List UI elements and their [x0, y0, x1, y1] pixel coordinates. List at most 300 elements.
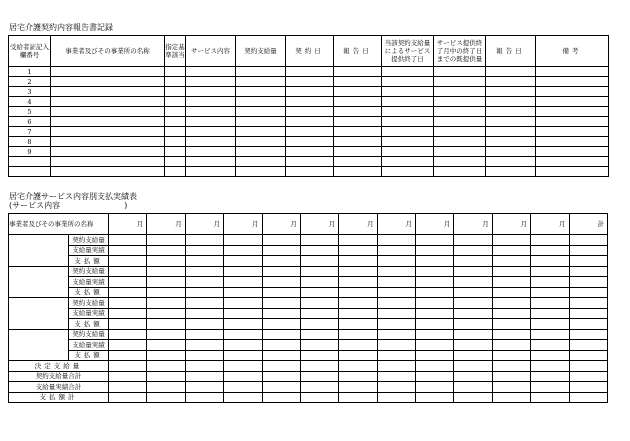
table1-cell [236, 107, 286, 117]
table1-cell [286, 157, 334, 167]
amount-cell [224, 235, 262, 246]
amount-cell [339, 319, 377, 330]
row-label: 支給量実績 [69, 340, 109, 351]
footer-cell [224, 392, 262, 403]
footer-cell [224, 361, 262, 372]
table1-cell [236, 137, 286, 147]
table1-cell [236, 67, 286, 77]
amount-cell [109, 308, 147, 319]
amount-cell [262, 308, 300, 319]
table1-cell [186, 107, 236, 117]
footer-cell [185, 382, 223, 393]
amount-cell [531, 319, 569, 330]
amount-cell [377, 340, 415, 351]
amount-cell [377, 245, 415, 256]
provider-name-cell [9, 329, 69, 361]
footer-cell [339, 361, 377, 372]
amount-cell [224, 298, 262, 309]
amount-cell [224, 266, 262, 277]
table1-cell [236, 167, 286, 177]
table1-cell [165, 137, 186, 147]
amount-cell [224, 340, 262, 351]
amount-cell [454, 266, 492, 277]
table1-cell [486, 137, 536, 147]
footer-cell [531, 371, 569, 382]
table2-row [9, 308, 608, 319]
amount-cell [185, 245, 223, 256]
amount-cell [185, 235, 223, 246]
table1-cell [286, 107, 334, 117]
amount-cell [416, 308, 454, 319]
footer-cell [339, 371, 377, 382]
amount-cell [300, 266, 338, 277]
table1-cell [51, 147, 165, 157]
table1-cell [334, 117, 382, 127]
amount-cell [492, 298, 530, 309]
amount-cell [339, 350, 377, 361]
amount-cell [531, 245, 569, 256]
footer-cell [531, 382, 569, 393]
amount-cell [147, 329, 185, 340]
footer-cell [300, 392, 338, 403]
amount-cell [492, 287, 530, 298]
amount-cell [339, 277, 377, 288]
amount-cell [569, 277, 608, 288]
table1-cell [186, 127, 236, 137]
amount-cell [185, 277, 223, 288]
amount-cell [377, 350, 415, 361]
amount-cell [339, 287, 377, 298]
amount-cell [185, 287, 223, 298]
amount-cell [531, 266, 569, 277]
table1-cell [334, 67, 382, 77]
table2-row [9, 298, 608, 309]
month-header: 月 [300, 214, 338, 235]
amount-cell [377, 308, 415, 319]
table1-cell [186, 137, 236, 147]
table1-cell [334, 127, 382, 137]
amount-cell [416, 350, 454, 361]
footer-cell [109, 392, 147, 403]
footer-cell [416, 361, 454, 372]
month-header: 月 [224, 214, 262, 235]
table1-cell [334, 77, 382, 87]
amount-cell [416, 235, 454, 246]
row-number: 3 [9, 87, 51, 97]
amount-cell [569, 350, 608, 361]
table1-cell [434, 137, 486, 147]
amount-cell [300, 319, 338, 330]
table1-cell [186, 167, 236, 177]
table1-cell [51, 67, 165, 77]
table1-cell [334, 167, 382, 177]
table1-cell [165, 97, 186, 107]
footer-cell [185, 371, 223, 382]
amount-cell [185, 340, 223, 351]
amount-cell [377, 256, 415, 267]
row-label: 支給量実績 [69, 308, 109, 319]
amount-cell [300, 277, 338, 288]
footer-cell [224, 382, 262, 393]
amount-cell [224, 277, 262, 288]
table2-row [9, 277, 608, 288]
amount-cell [300, 235, 338, 246]
amount-cell [224, 319, 262, 330]
amount-cell [339, 235, 377, 246]
footer-cell [377, 382, 415, 393]
footer-label: 決定支給量 [9, 361, 109, 372]
footer-cell [300, 361, 338, 372]
table1-cell [51, 157, 165, 167]
row-number: 5 [9, 107, 51, 117]
table1-cell [236, 77, 286, 87]
amount-cell [109, 329, 147, 340]
row-number [9, 167, 51, 177]
table1-cell [236, 147, 286, 157]
amount-cell [531, 287, 569, 298]
header-contract-amount: 契約支給量 [236, 36, 286, 67]
amount-cell [185, 350, 223, 361]
table2-footer-row [9, 361, 608, 372]
table1-cell [165, 67, 186, 77]
month-header: 月 [109, 214, 147, 235]
table1-cell [486, 77, 536, 87]
table1-cell [434, 167, 486, 177]
header-report-date: 報告日 [334, 36, 382, 67]
footer-cell [185, 392, 223, 403]
amount-cell [109, 319, 147, 330]
footer-cell [454, 371, 492, 382]
row-number: 4 [9, 97, 51, 107]
amount-cell [109, 287, 147, 298]
amount-cell [531, 340, 569, 351]
amount-cell [224, 256, 262, 267]
footer-cell [109, 382, 147, 393]
table1-row [9, 67, 609, 77]
header-recipient-no: 受給者証記入欄番号 [9, 36, 51, 67]
table1-cell [382, 137, 434, 147]
table1-cell [286, 87, 334, 97]
amount-cell [377, 266, 415, 277]
amount-cell [492, 319, 530, 330]
amount-cell [147, 277, 185, 288]
amount-cell [377, 329, 415, 340]
table2-row [9, 245, 608, 256]
amount-cell [109, 298, 147, 309]
amount-cell [454, 319, 492, 330]
footer-cell [339, 382, 377, 393]
table1-cell [334, 157, 382, 167]
amount-cell [569, 266, 608, 277]
row-number: 1 [9, 67, 51, 77]
table2-row [9, 256, 608, 267]
footer-cell [531, 392, 569, 403]
total-header: 計 [569, 214, 608, 235]
amount-cell [569, 340, 608, 351]
footer-cell [377, 371, 415, 382]
table2-footer-row [9, 382, 608, 393]
payment-results-table [8, 213, 608, 403]
amount-cell [224, 308, 262, 319]
amount-cell [492, 266, 530, 277]
table1-row [9, 107, 609, 117]
table1-cell [536, 107, 609, 117]
amount-cell [262, 277, 300, 288]
amount-cell [454, 340, 492, 351]
amount-cell [569, 287, 608, 298]
footer-cell [377, 392, 415, 403]
table1-cell [334, 147, 382, 157]
table1-cell [434, 77, 486, 87]
table1-cell [51, 127, 165, 137]
footer-cell [147, 371, 185, 382]
footer-cell [224, 371, 262, 382]
amount-cell [492, 277, 530, 288]
amount-cell [109, 235, 147, 246]
amount-cell [109, 256, 147, 267]
amount-cell [339, 340, 377, 351]
footer-cell [262, 361, 300, 372]
table1-cell [186, 87, 236, 97]
table1-cell [434, 67, 486, 77]
amount-cell [262, 245, 300, 256]
table1-cell [51, 167, 165, 177]
amount-cell [109, 245, 147, 256]
amount-cell [262, 235, 300, 246]
amount-cell [185, 256, 223, 267]
amount-cell [109, 350, 147, 361]
amount-cell [454, 277, 492, 288]
month-header: 月 [185, 214, 223, 235]
row-label: 支払額 [69, 256, 109, 267]
month-header: 月 [262, 214, 300, 235]
amount-cell [569, 298, 608, 309]
amount-cell [454, 235, 492, 246]
amount-cell [531, 235, 569, 246]
amount-cell [416, 245, 454, 256]
amount-cell [185, 319, 223, 330]
table1-cell [51, 77, 165, 87]
row-number: 9 [9, 147, 51, 157]
row-number: 6 [9, 117, 51, 127]
table1-cell [486, 87, 536, 97]
amount-cell [262, 256, 300, 267]
amount-cell [300, 308, 338, 319]
amount-cell [147, 235, 185, 246]
amount-cell [454, 308, 492, 319]
table1-cell [165, 77, 186, 87]
table1-cell [434, 157, 486, 167]
table1-row [9, 147, 609, 157]
amount-cell [185, 298, 223, 309]
table1-header-row [9, 36, 609, 67]
footer-cell [492, 361, 530, 372]
footer-cell [492, 382, 530, 393]
table1-cell [536, 167, 609, 177]
footer-cell [147, 392, 185, 403]
table1-cell [165, 117, 186, 127]
table1-cell [236, 97, 286, 107]
table2-row [9, 266, 608, 277]
row-number: 2 [9, 77, 51, 87]
footer-cell [492, 371, 530, 382]
header-report-date-2: 報告日 [486, 36, 536, 67]
table1-cell [51, 107, 165, 117]
contract-report-table [8, 35, 609, 177]
amount-cell [416, 266, 454, 277]
table1-cell [536, 137, 609, 147]
amount-cell [224, 287, 262, 298]
table1-cell [536, 127, 609, 137]
row-label: 契約支給量 [69, 298, 109, 309]
amount-cell [377, 277, 415, 288]
amount-cell [531, 350, 569, 361]
footer-cell [569, 392, 608, 403]
footer-cell [454, 361, 492, 372]
table1-row [9, 127, 609, 137]
row-label: 支払額 [69, 319, 109, 330]
table1-cell [382, 97, 434, 107]
table1-cell [286, 167, 334, 177]
table1-cell [382, 117, 434, 127]
amount-cell [147, 266, 185, 277]
footer-cell [262, 382, 300, 393]
table1-cell [434, 117, 486, 127]
section2-title: 居宅介護サービス内容別支払実績表 [9, 192, 137, 201]
table1-cell [382, 157, 434, 167]
footer-label: 支給量実績合計 [9, 382, 109, 393]
table1-cell [434, 127, 486, 137]
table1-cell [286, 127, 334, 137]
month-header: 月 [531, 214, 569, 235]
table1-cell [536, 97, 609, 107]
table1-cell [186, 97, 236, 107]
table1-cell [334, 137, 382, 147]
table1-cell [165, 107, 186, 117]
amount-cell [339, 266, 377, 277]
amount-cell [224, 245, 262, 256]
footer-cell [262, 371, 300, 382]
footer-cell [569, 361, 608, 372]
table1-cell [286, 97, 334, 107]
table1-cell [382, 147, 434, 157]
amount-cell [492, 329, 530, 340]
amount-cell [300, 287, 338, 298]
footer-cell [569, 371, 608, 382]
amount-cell [492, 235, 530, 246]
header-contract-date: 契約日 [286, 36, 334, 67]
amount-cell [262, 329, 300, 340]
amount-cell [416, 277, 454, 288]
footer-cell [492, 392, 530, 403]
amount-cell [416, 298, 454, 309]
month-header: 月 [147, 214, 185, 235]
month-header: 月 [454, 214, 492, 235]
table1-row [9, 137, 609, 147]
amount-cell [300, 298, 338, 309]
amount-cell [569, 308, 608, 319]
section1-title: 居宅介護契約内容報告書記録 [9, 23, 113, 32]
amount-cell [339, 256, 377, 267]
table1-cell [186, 147, 236, 157]
footer-cell [109, 361, 147, 372]
amount-cell [416, 256, 454, 267]
table1-cell [486, 107, 536, 117]
header-service-end-date: 当該契約支給量によるサービス提供終了日 [382, 36, 434, 67]
month-header: 月 [377, 214, 415, 235]
provider-name-cell [9, 266, 69, 298]
table2-footer-row [9, 392, 608, 403]
footer-cell [377, 361, 415, 372]
table2-header-row [9, 214, 608, 235]
table1-cell [186, 157, 236, 167]
table1-cell [165, 167, 186, 177]
table1-row [9, 117, 609, 127]
month-header: 月 [416, 214, 454, 235]
row-number: 7 [9, 127, 51, 137]
amount-cell [109, 277, 147, 288]
table1-cell [51, 97, 165, 107]
amount-cell [454, 350, 492, 361]
amount-cell [454, 329, 492, 340]
table1-cell [186, 117, 236, 127]
table1-cell [382, 107, 434, 117]
amount-cell [300, 245, 338, 256]
amount-cell [185, 266, 223, 277]
table2-row [9, 287, 608, 298]
table1-cell [536, 67, 609, 77]
amount-cell [339, 245, 377, 256]
month-header: 月 [492, 214, 530, 235]
footer-cell [339, 392, 377, 403]
amount-cell [454, 298, 492, 309]
table1-cell [165, 87, 186, 97]
amount-cell [262, 319, 300, 330]
table1-cell [286, 147, 334, 157]
amount-cell [531, 256, 569, 267]
amount-cell [492, 245, 530, 256]
table1-cell [382, 167, 434, 177]
table1-cell [165, 127, 186, 137]
footer-cell [147, 382, 185, 393]
footer-cell [147, 361, 185, 372]
amount-cell [300, 256, 338, 267]
amount-cell [377, 235, 415, 246]
table1-cell [536, 147, 609, 157]
table1-cell [334, 97, 382, 107]
amount-cell [416, 340, 454, 351]
table1-row [9, 167, 609, 177]
table1-cell [286, 67, 334, 77]
amount-cell [416, 329, 454, 340]
table1-row [9, 157, 609, 167]
amount-cell [300, 329, 338, 340]
table2-row [9, 340, 608, 351]
amount-cell [416, 287, 454, 298]
amount-cell [377, 287, 415, 298]
header-remarks: 備考 [536, 36, 609, 67]
amount-cell [300, 340, 338, 351]
amount-cell [147, 256, 185, 267]
amount-cell [147, 350, 185, 361]
amount-cell [185, 329, 223, 340]
table1-cell [486, 147, 536, 157]
header-service-content: サービス内容 [186, 36, 236, 67]
table1-cell [334, 107, 382, 117]
table1-cell [186, 77, 236, 87]
amount-cell [262, 287, 300, 298]
row-label: 支払額 [69, 287, 109, 298]
